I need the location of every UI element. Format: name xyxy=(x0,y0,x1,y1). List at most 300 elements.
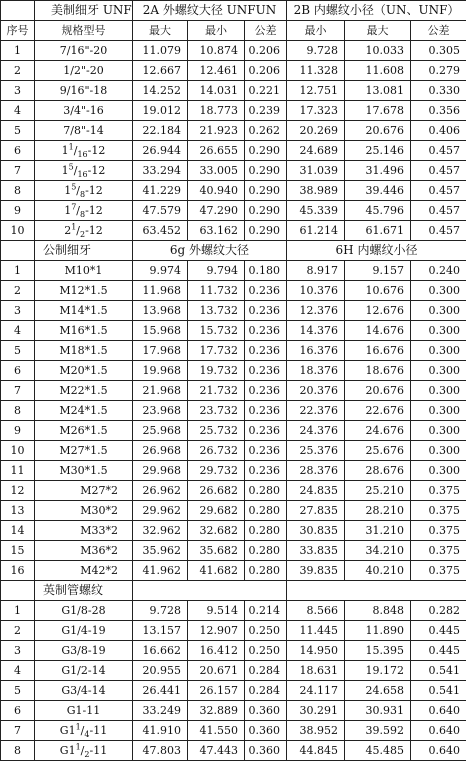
value-cell: 0.375 xyxy=(411,501,466,521)
value-cell: 0.375 xyxy=(411,541,466,561)
value-cell: 0.300 xyxy=(411,401,466,421)
value-cell: 0.280 xyxy=(245,481,287,501)
row-number: 7 xyxy=(1,381,35,401)
value-cell: 38.952 xyxy=(287,721,345,741)
outer-thread-group: 6g 外螺纹大径 xyxy=(133,241,287,261)
row-number: 10 xyxy=(1,221,35,241)
table-row xyxy=(1,641,466,661)
size-cell: M10*1 xyxy=(35,261,133,281)
table-row xyxy=(1,81,466,101)
row-number: 16 xyxy=(1,561,35,581)
value-cell: 0.300 xyxy=(411,441,466,461)
section-title: 英制管螺纹 xyxy=(35,581,133,601)
value-cell: 20.269 xyxy=(287,121,345,141)
value-cell: 35.682 xyxy=(188,541,245,561)
row-number: 8 xyxy=(1,741,35,761)
value-cell: 0.290 xyxy=(245,201,287,221)
size-cell: $1^5/_{16}-12$ xyxy=(35,161,133,181)
value-cell: 30.291 xyxy=(287,701,345,721)
row-number: 6 xyxy=(1,141,35,161)
row-number: 8 xyxy=(1,181,35,201)
value-cell: 47.290 xyxy=(188,201,245,221)
row-number: 4 xyxy=(1,101,35,121)
column-header: 最小 xyxy=(188,21,245,41)
value-cell: 0.457 xyxy=(411,181,466,201)
value-cell: 19.732 xyxy=(188,361,245,381)
value-cell: 11.608 xyxy=(345,61,411,81)
value-cell: 0.236 xyxy=(245,321,287,341)
size-cell: M42*2 xyxy=(35,561,133,581)
value-cell: 47.803 xyxy=(133,741,188,761)
value-cell: 25.146 xyxy=(345,141,411,161)
value-cell: 0.375 xyxy=(411,561,466,581)
value-cell: 22.676 xyxy=(345,401,411,421)
value-cell: 10.033 xyxy=(345,41,411,61)
table-row xyxy=(1,41,466,61)
value-cell: 0.221 xyxy=(245,81,287,101)
value-cell: 63.452 xyxy=(133,221,188,241)
value-cell: 23.732 xyxy=(188,401,245,421)
value-cell: 10.676 xyxy=(345,281,411,301)
size-cell: 9/16"-18 xyxy=(35,81,133,101)
section-header-unf xyxy=(1,1,466,21)
value-cell: 0.457 xyxy=(411,221,466,241)
value-cell: 0.300 xyxy=(411,461,466,481)
row-number: 7 xyxy=(1,161,35,181)
size-cell: $G1^1/_4-11$ xyxy=(35,721,133,741)
value-cell: 41.550 xyxy=(188,721,245,741)
value-cell: 0.445 xyxy=(411,621,466,641)
row-number: 10 xyxy=(1,441,35,461)
value-cell: 0.360 xyxy=(245,741,287,761)
row-number: 2 xyxy=(1,61,35,81)
value-cell: 10.376 xyxy=(287,281,345,301)
value-cell: 20.955 xyxy=(133,661,188,681)
value-cell: 44.845 xyxy=(287,741,345,761)
value-cell: 30.835 xyxy=(287,521,345,541)
value-cell: 39.835 xyxy=(287,561,345,581)
value-cell: 9.974 xyxy=(133,261,188,281)
table-row xyxy=(1,741,466,761)
value-cell: 0.300 xyxy=(411,341,466,361)
table-row xyxy=(1,341,466,361)
value-cell: 11.968 xyxy=(133,281,188,301)
value-cell: 15.732 xyxy=(188,321,245,341)
size-cell: G1-11 xyxy=(35,701,133,721)
size-cell: G1/2-14 xyxy=(35,661,133,681)
size-cell: G1/8-28 xyxy=(35,601,133,621)
value-cell: 0.360 xyxy=(245,701,287,721)
value-cell: 16.662 xyxy=(133,641,188,661)
value-cell: 20.676 xyxy=(345,381,411,401)
value-cell: 11.445 xyxy=(287,621,345,641)
value-cell: 0.236 xyxy=(245,401,287,421)
value-cell: 0.250 xyxy=(245,641,287,661)
value-cell: 0.300 xyxy=(411,421,466,441)
row-number: 12 xyxy=(1,481,35,501)
row-number: 2 xyxy=(1,281,35,301)
value-cell: 24.658 xyxy=(345,681,411,701)
row-number: 6 xyxy=(1,701,35,721)
value-cell: 16.676 xyxy=(345,341,411,361)
value-cell: 17.678 xyxy=(345,101,411,121)
size-cell: M12*1.5 xyxy=(35,281,133,301)
size-cell: $1^7/_8-12$ xyxy=(35,201,133,221)
table-row xyxy=(1,561,466,581)
value-cell: 23.968 xyxy=(133,401,188,421)
table-row xyxy=(1,201,466,221)
row-number: 1 xyxy=(1,261,35,281)
value-cell: 21.923 xyxy=(188,121,245,141)
section-header-metric xyxy=(1,241,466,261)
value-cell: 41.962 xyxy=(133,561,188,581)
value-cell: 0.236 xyxy=(245,421,287,441)
value-cell: 11.890 xyxy=(345,621,411,641)
value-cell: 31.496 xyxy=(345,161,411,181)
value-cell: 17.968 xyxy=(133,341,188,361)
value-cell: 0.236 xyxy=(245,441,287,461)
value-cell: 26.655 xyxy=(188,141,245,161)
table-row xyxy=(1,601,466,621)
value-cell: 0.236 xyxy=(245,461,287,481)
value-cell: 21.732 xyxy=(188,381,245,401)
row-number: 9 xyxy=(1,201,35,221)
value-cell: 11.079 xyxy=(133,41,188,61)
value-cell: 22.376 xyxy=(287,401,345,421)
outer-thread-group xyxy=(133,581,287,601)
value-cell: 31.039 xyxy=(287,161,345,181)
size-cell: M16*1.5 xyxy=(35,321,133,341)
value-cell: 35.962 xyxy=(133,541,188,561)
value-cell: 33.249 xyxy=(133,701,188,721)
value-cell: 0.541 xyxy=(411,661,466,681)
value-cell: 41.229 xyxy=(133,181,188,201)
value-cell: 47.443 xyxy=(188,741,245,761)
value-cell: 29.962 xyxy=(133,501,188,521)
value-cell: 25.968 xyxy=(133,421,188,441)
value-cell: 32.682 xyxy=(188,521,245,541)
column-header: 规格型号 xyxy=(35,21,133,41)
value-cell: 14.676 xyxy=(345,321,411,341)
size-cell: G3/4-14 xyxy=(35,681,133,701)
value-cell: 20.671 xyxy=(188,661,245,681)
value-cell: 25.676 xyxy=(345,441,411,461)
value-cell: 0.206 xyxy=(245,41,287,61)
value-cell: 14.950 xyxy=(287,641,345,661)
value-cell: 16.376 xyxy=(287,341,345,361)
value-cell: 12.676 xyxy=(345,301,411,321)
value-cell: 0.640 xyxy=(411,701,466,721)
table-row xyxy=(1,621,466,641)
value-cell: 0.457 xyxy=(411,141,466,161)
row-number: 11 xyxy=(1,461,35,481)
value-cell: 19.172 xyxy=(345,661,411,681)
size-cell: G3/8-19 xyxy=(35,641,133,661)
table-row xyxy=(1,301,466,321)
table-row xyxy=(1,141,466,161)
table-row xyxy=(1,161,466,181)
table-row xyxy=(1,401,466,421)
header-blank xyxy=(1,581,35,601)
value-cell: 22.184 xyxy=(133,121,188,141)
value-cell: 13.968 xyxy=(133,301,188,321)
value-cell: 40.940 xyxy=(188,181,245,201)
value-cell: 0.250 xyxy=(245,621,287,641)
value-cell: 10.874 xyxy=(188,41,245,61)
value-cell: 9.157 xyxy=(345,261,411,281)
value-cell: 0.300 xyxy=(411,381,466,401)
value-cell: 63.162 xyxy=(188,221,245,241)
value-cell: 17.732 xyxy=(188,341,245,361)
value-cell: 28.210 xyxy=(345,501,411,521)
value-cell: 17.323 xyxy=(287,101,345,121)
table-row xyxy=(1,441,466,461)
value-cell: 13.732 xyxy=(188,301,245,321)
row-number: 8 xyxy=(1,401,35,421)
header-blank xyxy=(1,241,35,261)
value-cell: 28.376 xyxy=(287,461,345,481)
table-row xyxy=(1,101,466,121)
size-cell: 7/16"-20 xyxy=(35,41,133,61)
value-cell: 0.290 xyxy=(245,221,287,241)
value-cell: 0.541 xyxy=(411,681,466,701)
table-row xyxy=(1,661,466,681)
inner-thread-group: 2B 内螺纹小径（UN、UNF） xyxy=(287,1,466,21)
value-cell: 26.732 xyxy=(188,441,245,461)
value-cell: 45.339 xyxy=(287,201,345,221)
value-cell: 25.732 xyxy=(188,421,245,441)
value-cell: 0.280 xyxy=(245,561,287,581)
size-cell: 1/2"-20 xyxy=(35,61,133,81)
size-cell: M20*1.5 xyxy=(35,361,133,381)
value-cell: 0.360 xyxy=(245,721,287,741)
row-number: 4 xyxy=(1,321,35,341)
value-cell: 16.412 xyxy=(188,641,245,661)
column-header: 序号 xyxy=(1,21,35,41)
size-cell: M22*1.5 xyxy=(35,381,133,401)
row-number: 1 xyxy=(1,41,35,61)
value-cell: 30.931 xyxy=(345,701,411,721)
value-cell: 26.944 xyxy=(133,141,188,161)
value-cell: 47.579 xyxy=(133,201,188,221)
size-cell: $2^1/_2-12$ xyxy=(35,221,133,241)
table-row xyxy=(1,61,466,81)
row-number: 4 xyxy=(1,661,35,681)
size-cell: M18*1.5 xyxy=(35,341,133,361)
column-header: 最大 xyxy=(133,21,188,41)
value-cell: 0.240 xyxy=(411,261,466,281)
table-row xyxy=(1,721,466,741)
table-row xyxy=(1,461,466,481)
value-cell: 25.210 xyxy=(345,481,411,501)
column-header-row xyxy=(1,21,466,41)
value-cell: 19.012 xyxy=(133,101,188,121)
value-cell: 45.796 xyxy=(345,201,411,221)
table-row xyxy=(1,221,466,241)
table-row xyxy=(1,541,466,561)
value-cell: 0.375 xyxy=(411,481,466,501)
value-cell: 0.180 xyxy=(245,261,287,281)
value-cell: 0.280 xyxy=(245,521,287,541)
value-cell: 13.081 xyxy=(345,81,411,101)
value-cell: 34.210 xyxy=(345,541,411,561)
size-cell: M14*1.5 xyxy=(35,301,133,321)
value-cell: 32.889 xyxy=(188,701,245,721)
table-row xyxy=(1,281,466,301)
value-cell: 11.732 xyxy=(188,281,245,301)
row-number: 14 xyxy=(1,521,35,541)
value-cell: 0.640 xyxy=(411,721,466,741)
value-cell: 32.962 xyxy=(133,521,188,541)
value-cell: 24.689 xyxy=(287,141,345,161)
value-cell: 0.236 xyxy=(245,341,287,361)
size-cell: M24*1.5 xyxy=(35,401,133,421)
value-cell: 0.284 xyxy=(245,661,287,681)
value-cell: 0.300 xyxy=(411,281,466,301)
value-cell: 0.236 xyxy=(245,301,287,321)
table-row xyxy=(1,421,466,441)
row-number: 13 xyxy=(1,501,35,521)
row-number: 5 xyxy=(1,341,35,361)
row-number: 6 xyxy=(1,361,35,381)
row-number: 3 xyxy=(1,641,35,661)
row-number: 3 xyxy=(1,301,35,321)
value-cell: 38.989 xyxy=(287,181,345,201)
value-cell: 24.376 xyxy=(287,421,345,441)
value-cell: 14.376 xyxy=(287,321,345,341)
value-cell: 0.284 xyxy=(245,681,287,701)
table-row xyxy=(1,321,466,341)
value-cell: 12.461 xyxy=(188,61,245,81)
value-cell: 18.631 xyxy=(287,661,345,681)
value-cell: 12.667 xyxy=(133,61,188,81)
value-cell: 8.848 xyxy=(345,601,411,621)
value-cell: 0.300 xyxy=(411,321,466,341)
value-cell: 0.375 xyxy=(411,521,466,541)
size-cell: G1/4-19 xyxy=(35,621,133,641)
value-cell: 19.968 xyxy=(133,361,188,381)
value-cell: 0.305 xyxy=(411,41,466,61)
size-cell: 3/4"-16 xyxy=(35,101,133,121)
size-cell: $1^1/_{16}-12$ xyxy=(35,141,133,161)
size-cell: M27*1.5 xyxy=(35,441,133,461)
row-number: 3 xyxy=(1,81,35,101)
value-cell: 20.676 xyxy=(345,121,411,141)
value-cell: 0.445 xyxy=(411,641,466,661)
outer-thread-group: 2A 外螺纹大径 UNFUN xyxy=(133,1,287,21)
value-cell: 9.514 xyxy=(188,601,245,621)
value-cell: 0.330 xyxy=(411,81,466,101)
value-cell: 12.376 xyxy=(287,301,345,321)
row-number: 2 xyxy=(1,621,35,641)
inner-thread-group xyxy=(287,581,466,601)
value-cell: 25.376 xyxy=(287,441,345,461)
value-cell: 27.835 xyxy=(287,501,345,521)
value-cell: 29.968 xyxy=(133,461,188,481)
value-cell: 12.907 xyxy=(188,621,245,641)
section-title: 公制细牙 xyxy=(35,241,133,261)
value-cell: 9.728 xyxy=(133,601,188,621)
table-row xyxy=(1,481,466,501)
value-cell: 18.376 xyxy=(287,361,345,381)
table-row xyxy=(1,521,466,541)
value-cell: 0.262 xyxy=(245,121,287,141)
size-cell: M30*2 xyxy=(35,501,133,521)
value-cell: 0.214 xyxy=(245,601,287,621)
row-number: 15 xyxy=(1,541,35,561)
row-number: 1 xyxy=(1,601,35,621)
value-cell: 0.236 xyxy=(245,281,287,301)
value-cell: 15.968 xyxy=(133,321,188,341)
row-number: 7 xyxy=(1,721,35,741)
column-header: 最大 xyxy=(345,21,411,41)
table-row xyxy=(1,121,466,141)
row-number: 5 xyxy=(1,121,35,141)
size-cell: M26*1.5 xyxy=(35,421,133,441)
header-blank xyxy=(1,1,35,21)
value-cell: 18.676 xyxy=(345,361,411,381)
value-cell: 24.835 xyxy=(287,481,345,501)
section-title: 美制细牙 UNF xyxy=(35,1,133,21)
table-row xyxy=(1,261,466,281)
value-cell: 61.214 xyxy=(287,221,345,241)
value-cell: 0.300 xyxy=(411,361,466,381)
value-cell: 0.290 xyxy=(245,161,287,181)
section-header-pipe xyxy=(1,581,466,601)
value-cell: 40.210 xyxy=(345,561,411,581)
value-cell: 39.592 xyxy=(345,721,411,741)
size-cell: M27*2 xyxy=(35,481,133,501)
size-cell: 7/8"-14 xyxy=(35,121,133,141)
table-row xyxy=(1,381,466,401)
value-cell: 9.728 xyxy=(287,41,345,61)
value-cell: 31.210 xyxy=(345,521,411,541)
row-number: 9 xyxy=(1,421,35,441)
value-cell: 29.732 xyxy=(188,461,245,481)
value-cell: 24.676 xyxy=(345,421,411,441)
value-cell: 0.206 xyxy=(245,61,287,81)
value-cell: 0.279 xyxy=(411,61,466,81)
column-header: 最小 xyxy=(287,21,345,41)
value-cell: 41.682 xyxy=(188,561,245,581)
value-cell: 0.457 xyxy=(411,161,466,181)
value-cell: 45.485 xyxy=(345,741,411,761)
value-cell: 8.917 xyxy=(287,261,345,281)
table-row xyxy=(1,681,466,701)
value-cell: 0.282 xyxy=(411,601,466,621)
value-cell: 33.835 xyxy=(287,541,345,561)
value-cell: 0.290 xyxy=(245,181,287,201)
value-cell: 0.239 xyxy=(245,101,287,121)
value-cell: 26.968 xyxy=(133,441,188,461)
value-cell: 0.236 xyxy=(245,361,287,381)
value-cell: 28.676 xyxy=(345,461,411,481)
value-cell: 0.457 xyxy=(411,201,466,221)
value-cell: 33.294 xyxy=(133,161,188,181)
value-cell: 0.640 xyxy=(411,741,466,761)
value-cell: 0.300 xyxy=(411,301,466,321)
row-number: 5 xyxy=(1,681,35,701)
size-cell: M33*2 xyxy=(35,521,133,541)
table-row xyxy=(1,361,466,381)
value-cell: 26.441 xyxy=(133,681,188,701)
value-cell: 12.751 xyxy=(287,81,345,101)
size-cell: M36*2 xyxy=(35,541,133,561)
value-cell: 26.962 xyxy=(133,481,188,501)
value-cell: 15.395 xyxy=(345,641,411,661)
value-cell: 33.005 xyxy=(188,161,245,181)
value-cell: 13.157 xyxy=(133,621,188,641)
